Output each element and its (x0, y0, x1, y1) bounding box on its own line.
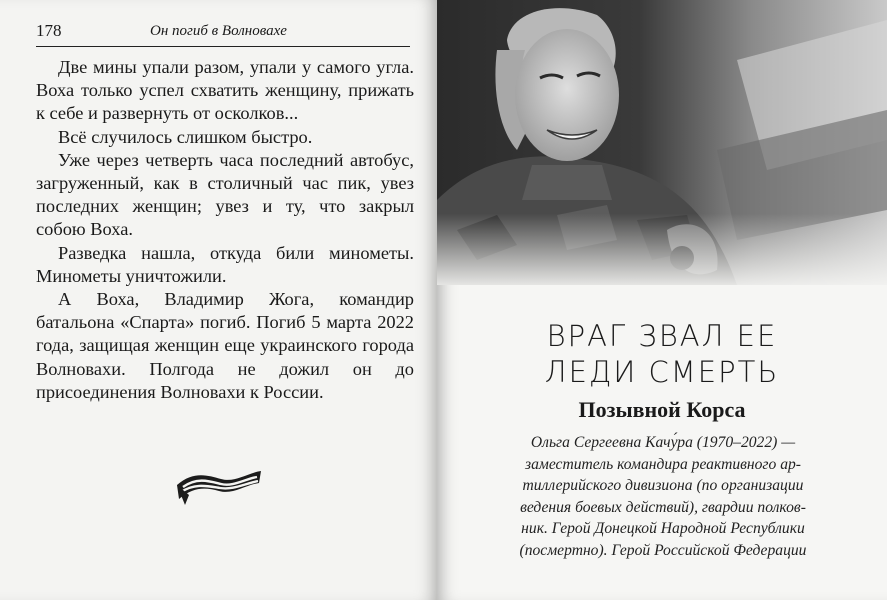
chapter-title-line: ВРАГ ЗВАЛ ЕЕ (546, 319, 778, 353)
bio-line: тиллерийского дивизиона (по организации (522, 477, 804, 495)
chapter-title (437, 318, 887, 390)
body-text (36, 56, 414, 404)
paragraph: Разведка нашла, откуда били минометы. Минометы уничтожили. (36, 242, 414, 286)
callsign-heading: Позывной Корса (578, 397, 746, 422)
left-page (0, 0, 437, 600)
ribbon-flag-ornament (173, 465, 265, 507)
bio-line: ведения боевых действий), гвардии полков- (520, 498, 806, 516)
chapter-title-line: ЛЕДИ СМЕРТЬ (544, 355, 780, 389)
running-head (36, 20, 410, 47)
portrait-photo (437, 0, 887, 285)
bio-line: Ольга Сергеевна Качу́ра (1970–2022) — (530, 434, 796, 451)
paragraph: Всё случилось слишком быстро. (58, 126, 313, 147)
page-number: 178 (36, 21, 62, 40)
biography-text (467, 432, 859, 562)
paragraph: А Воха, Владимир Жога, командир батальона «Спарта» погиб. Погиб 5 марта 2022 года, защищая женщин еще украинского города Волновахи. Полгода не дожил он до присоединения Волновахи к России. (36, 289, 414, 402)
bio-line: заместитель командира реактивного ар- (524, 455, 801, 473)
bio-line: (посмертно). Герой Российской Федерации (519, 541, 807, 559)
right-page (437, 0, 887, 600)
bio-line: ник. Герой Донецкой Народной Республики (521, 520, 805, 538)
paragraph: Уже через четверть часа последний автобус, загруженный, как в столичный час пик, увез последних женщин; увез и ту, что закрыл собою Воха. (36, 149, 414, 240)
paragraph: Две мины упали разом, упали у самого угла. Воха только успел схватить женщину, прижать к себе и развернуть от осколков... (36, 57, 414, 124)
running-title: Он погиб в Волновахе (150, 23, 287, 39)
